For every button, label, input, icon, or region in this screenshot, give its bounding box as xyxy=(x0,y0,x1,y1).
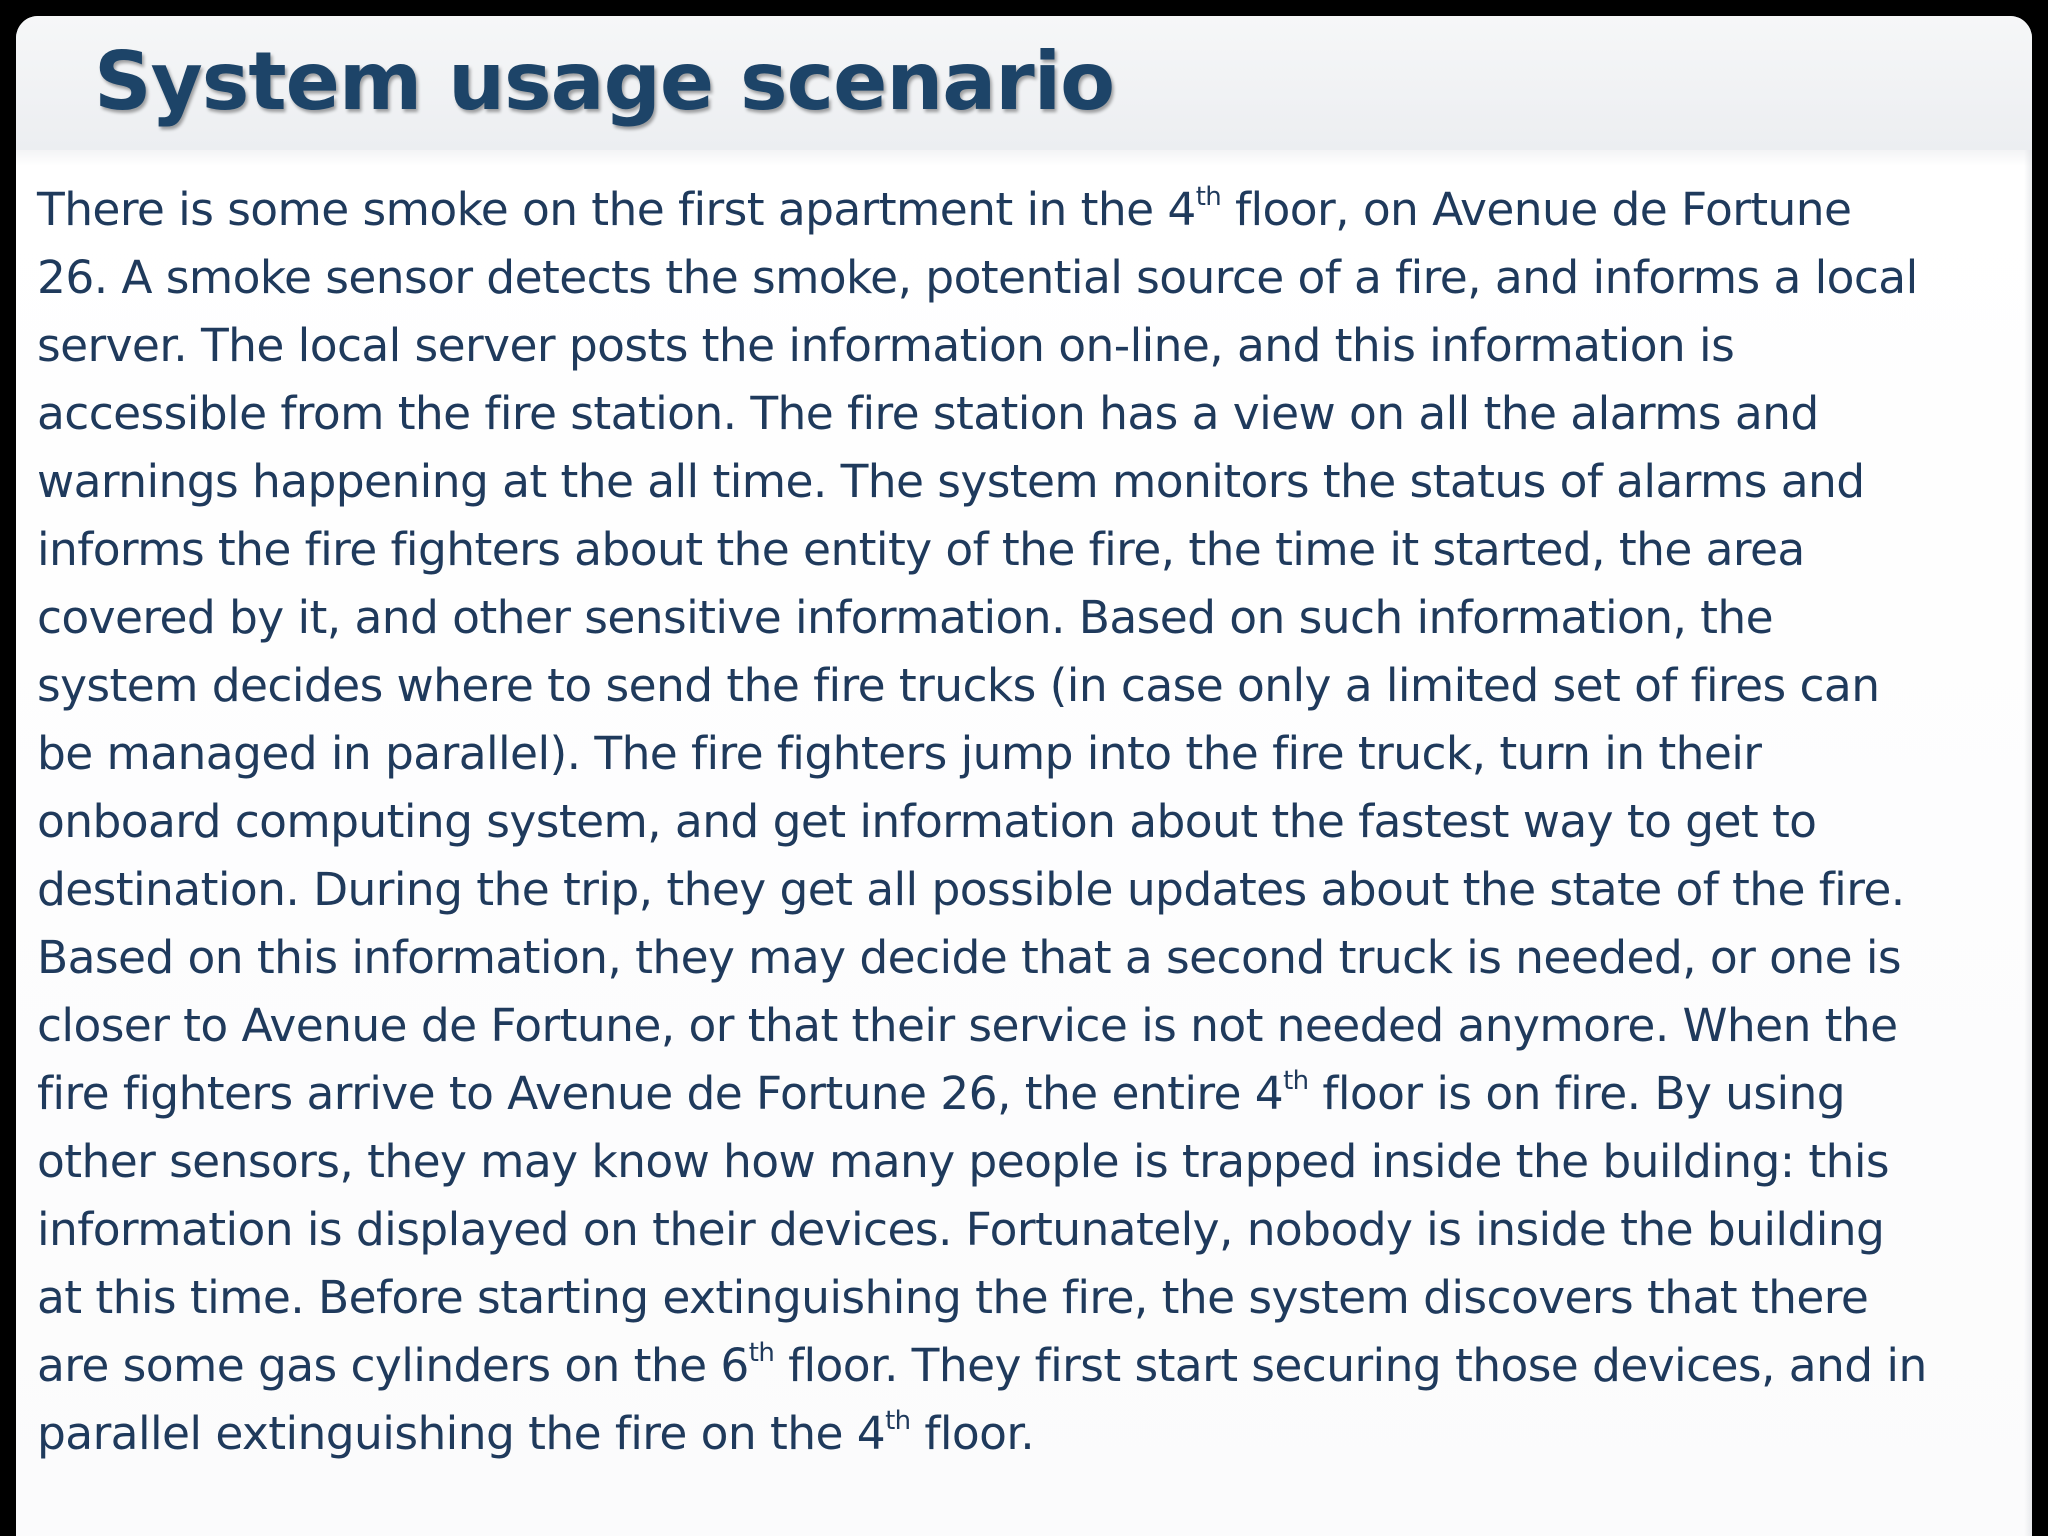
body-text-segment: floor. They first start securing those devices, and in xyxy=(774,1339,1927,1392)
body-text-segment: destination. During the trip, they get all possible updates about the state of the fire. xyxy=(37,863,1905,916)
body-text-segment: floor. xyxy=(910,1407,1035,1460)
body-line xyxy=(37,584,2012,652)
body-text-segment: closer to Avenue de Fortune, or that their service is not needed anymore. When the xyxy=(37,999,1898,1052)
scenario-body-text xyxy=(37,176,2012,1468)
slide-edge-shadow xyxy=(2024,150,2032,1536)
body-text-segment: be managed in parallel). The fire fighters jump into the fire truck, turn in their xyxy=(37,727,1762,780)
body-text-segment: system decides where to send the fire trucks (in case only a limited set of fires can xyxy=(37,659,1880,712)
body-line xyxy=(37,1400,2012,1468)
body-text-segment: covered by it, and other sensitive information. Based on such information, the xyxy=(37,591,1774,644)
body-line xyxy=(37,448,2012,516)
body-text-segment: onboard computing system, and get information about the fastest way to get to xyxy=(37,795,1817,848)
body-text-segment: There is some smoke on the first apartment in the 4 xyxy=(37,183,1196,236)
body-line xyxy=(37,924,2012,992)
body-line xyxy=(37,856,2012,924)
body-text-segment: are some gas cylinders on the 6 xyxy=(37,1339,749,1392)
body-text-segment: fire fighters arrive to Avenue de Fortune 26, the entire 4 xyxy=(37,1067,1284,1120)
body-line xyxy=(37,176,2012,244)
body-text-segment: floor, on Avenue de Fortune xyxy=(1221,183,1852,236)
ordinal-superscript: th xyxy=(1195,182,1222,212)
body-line xyxy=(37,652,2012,720)
ordinal-superscript: th xyxy=(1283,1066,1309,1096)
body-text-segment: Based on this information, they may decide that a second truck is needed, or one is xyxy=(37,931,1901,984)
body-line xyxy=(37,1128,2012,1196)
body-line xyxy=(37,1196,2012,1264)
body-line xyxy=(37,1264,2012,1332)
body-text-segment: accessible from the fire station. The fire station has a view on all the alarms and xyxy=(37,387,1819,440)
body-text-segment: informs the fire fighters about the entity of the fire, the time it started, the area xyxy=(37,523,1805,576)
body-line xyxy=(37,516,2012,584)
body-line xyxy=(37,312,2012,380)
body-line xyxy=(37,244,2012,312)
body-line xyxy=(37,992,2012,1060)
body-line xyxy=(37,1060,2012,1128)
body-line xyxy=(37,720,2012,788)
slide-title: System usage scenario xyxy=(94,35,1115,128)
ordinal-superscript: th xyxy=(885,1406,911,1436)
body-text-segment: parallel extinguishing the fire on the 4 xyxy=(37,1407,886,1460)
body-line xyxy=(37,788,2012,856)
body-text-segment: other sensors, they may know how many people is trapped inside the building: this xyxy=(37,1135,1890,1188)
body-text-segment: at this time. Before starting extinguishing the fire, the system discovers that there xyxy=(37,1271,1869,1324)
body-text-segment: warnings happening at the all time. The system monitors the status of alarms and xyxy=(37,455,1865,508)
body-line xyxy=(37,380,2012,448)
body-text-segment: 26. A smoke sensor detects the smoke, potential source of a fire, and informs a local xyxy=(37,251,1918,304)
ordinal-superscript: th xyxy=(748,1338,775,1368)
body-line xyxy=(37,1332,2012,1400)
body-text-segment: floor is on fire. By using xyxy=(1308,1067,1846,1120)
slide xyxy=(16,16,2032,1536)
body-text-segment: information is displayed on their devices. Fortunately, nobody is inside the building xyxy=(37,1203,1885,1256)
body-text-segment: server. The local server posts the information on-line, and this information is xyxy=(37,319,1735,372)
